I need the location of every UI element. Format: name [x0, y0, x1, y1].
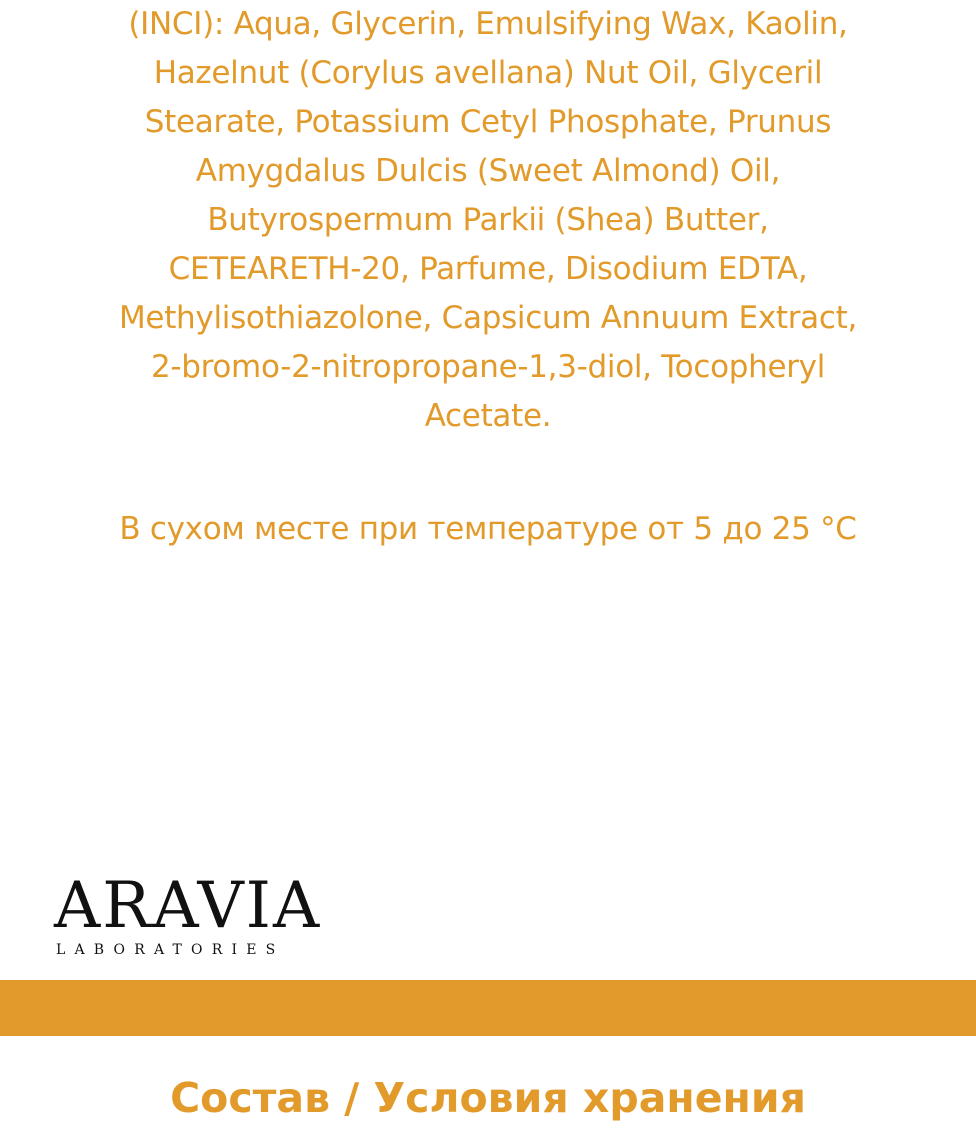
brand-name: ARAVIA	[54, 869, 322, 943]
section-title: Состав / Условия хранения	[170, 1074, 806, 1122]
accent-band	[0, 980, 976, 1036]
ingredients-line: Stearate, Potassium Cetyl Phosphate, Prunus	[144, 104, 832, 140]
ingredients-line: Butyrospermum Parkii (Shea) Butter,	[207, 202, 769, 238]
ingredients-line: CETEARETH-20, Parfume, Disodium EDTA,	[168, 251, 808, 287]
brand-logo	[54, 869, 329, 964]
ingredients-line: Methylisothiazolone, Capsicum Annuum Extract,	[118, 300, 858, 336]
ingredients-line: (INCI): Aqua, Glycerin, Emulsifying Wax, Kaolin,	[128, 6, 848, 42]
ingredients-list	[0, 0, 976, 441]
ingredients-line: Amygdalus Dulcis (Sweet Almond) Oil,	[195, 153, 781, 189]
brand-subtitle: LABORATORIES	[56, 942, 285, 958]
ingredients-line: 2-bromo-2-nitropropane-1,3-diol, Tocopheryl	[150, 349, 826, 385]
ingredients-line: Hazelnut (Corylus avellana) Nut Oil, Glyceril	[153, 55, 823, 91]
storage-conditions: В сухом месте при температуре от 5 до 25 °С	[119, 511, 857, 547]
ingredients-line: Acetate.	[424, 398, 552, 434]
